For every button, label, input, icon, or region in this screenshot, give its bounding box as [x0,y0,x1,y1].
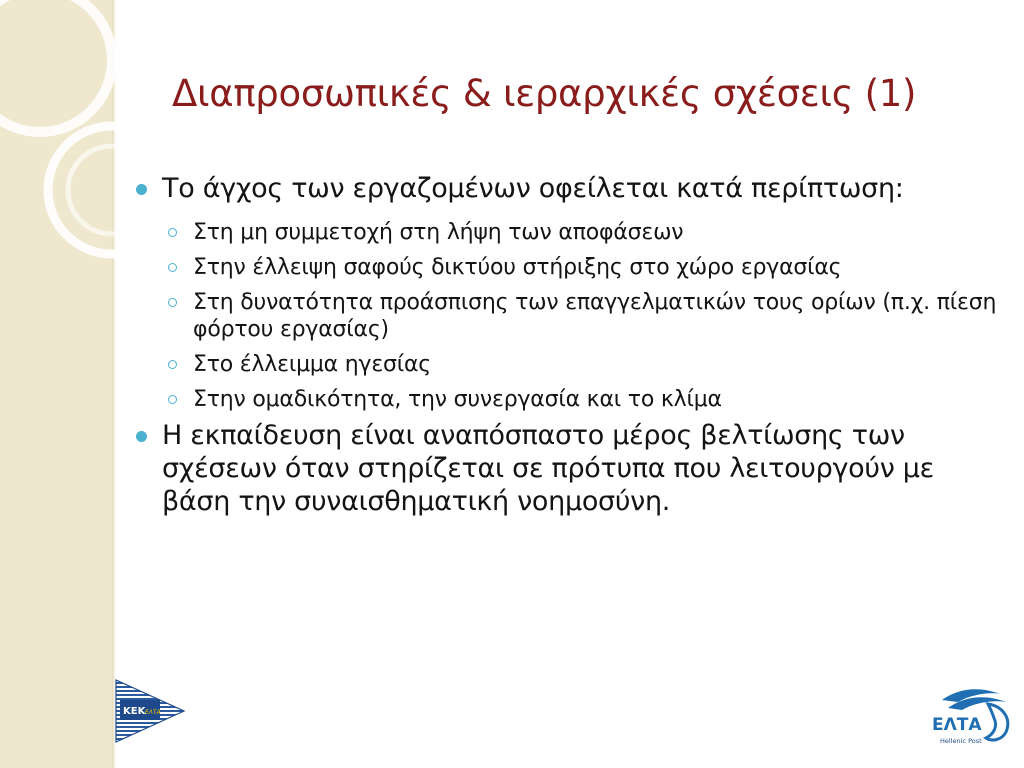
elta-logo-icon [928,682,1014,752]
svg-text:ΕΛΤΑ: ΕΛΤΑ [145,709,161,716]
bullet-text: Η εκπαίδευση είναι αναπόσπαστο μέρος βελτίωσης των σχέσεων όταν στηρίζεται σε πρότυπα που λειτουργούν με βάση την συναισθηματική νοημοσύνη. [162,420,934,517]
kek-logo-icon [114,678,186,744]
slide-body [136,172,1006,518]
sub-bullet-text: Στην ομαδικότητα, την συνεργασία και το κλίμα [193,387,722,412]
bullet-text: Το άγχος των εργαζομένων οφείλεται κατά περίπτωση: [162,173,904,204]
sub-bullet-text: Στη δυνατότητα προάσπισης των επαγγελματικών τους ορίων (π.χ. πίεση φόρτου εργασίας) [193,290,997,342]
sub-bullet-item [168,351,1006,378]
sub-bullet-icon [168,263,177,272]
sub-bullet-icon [168,360,177,369]
svg-text:Hellenic Post: Hellenic Post [940,737,982,745]
sub-bullet-icon [168,395,177,404]
bullet-icon [136,184,147,195]
sub-bullet-item [168,219,1006,246]
svg-text:ΕΛΤΑ: ΕΛΤΑ [932,715,982,735]
bullet-item [136,419,1006,518]
sub-bullet-list [136,219,1006,413]
sub-bullet-item [168,386,1006,413]
decorative-circles [0,0,116,340]
bullet-item [136,172,1006,205]
sub-bullet-icon [168,298,177,307]
svg-text:ΚΕΚ: ΚΕΚ [123,706,146,717]
slide-title: Διαπροσωπικές & ιεραρχικές σχέσεις (1) [172,72,917,115]
sub-bullet-icon [168,228,177,237]
sub-bullet-item [168,289,1006,343]
sub-bullet-text: Στην έλλειψη σαφούς δικτύου στήριξης στο χώρο εργασίας [193,255,842,280]
sub-bullet-text: Στη μη συμμετοχή στη λήψη των αποφάσεων [193,220,684,245]
bullet-icon [136,431,147,442]
sub-bullet-item [168,254,1006,281]
sub-bullet-text: Στο έλλειμμα ηγεσίας [193,352,432,377]
